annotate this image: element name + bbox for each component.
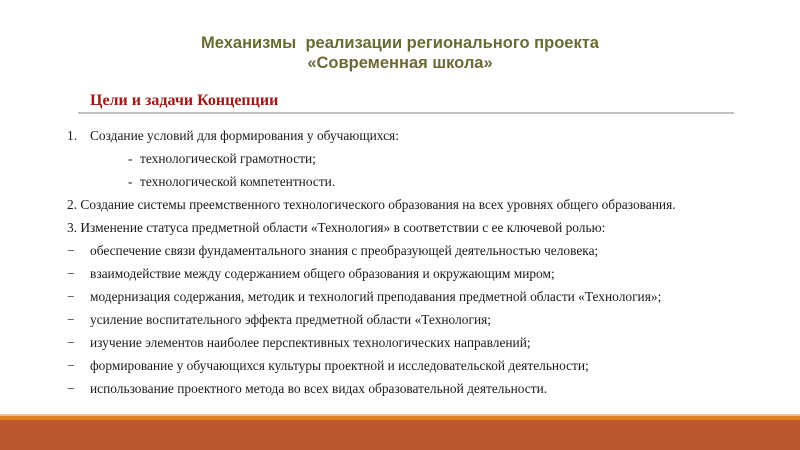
list-item-text: модернизация содержания, методик и технологий преподавания предметной области «Технология»;: [90, 289, 662, 304]
heading-divider: [78, 112, 734, 114]
slide-title-line-2: «Современная школа»: [307, 54, 493, 72]
dash-bullet-icon: −: [67, 335, 75, 350]
slide-title-line-1: Механизмы реализации регионального проекта: [201, 34, 599, 52]
list-item-text: 2. Создание системы преемственного технологического образования на всех уровнях общего образования.: [67, 197, 676, 212]
dash-bullet-icon: -: [128, 174, 133, 189]
list-item-text: технологической грамотности;: [140, 151, 316, 166]
slide-title: [0, 33, 800, 73]
dash-bullet-icon: -: [128, 151, 133, 166]
list-item-text: формирование у обучающихся культуры проектной и исследовательской деятельности;: [90, 358, 589, 373]
list-number: 1.: [67, 128, 78, 143]
dash-bullet-icon: −: [67, 266, 75, 281]
footer-bar: [0, 420, 800, 450]
list-item-text: 3. Изменение статуса предметной области «Технология» в соответствии с ее ключевой ролью:: [67, 220, 606, 235]
list-item-text: усиление воспитательного эффекта предметной области «Технология;: [90, 312, 491, 327]
list-item-text: технологической компетентности.: [140, 174, 336, 189]
section-heading: Цели и задачи Концепции: [90, 92, 279, 109]
list-item-text: изучение элементов наиболее перспективных технологических направлений;: [90, 335, 531, 350]
list-item-text: Создание условий для формирования у обучающихся:: [90, 128, 399, 143]
dash-bullet-icon: −: [67, 312, 75, 327]
dash-bullet-icon: −: [67, 289, 75, 304]
dash-bullet-icon: −: [67, 381, 75, 396]
list-item-text: использование проектного метода во всех видах образовательной деятельности.: [90, 381, 548, 396]
dash-bullet-icon: −: [67, 243, 75, 258]
list-item-text: обеспечение связи фундаментального знания с преобразующей деятельностью человека;: [90, 243, 599, 258]
list-item-text: взаимодействие между содержанием общего образования и окружающим миром;: [90, 266, 555, 281]
dash-bullet-icon: −: [67, 358, 75, 373]
